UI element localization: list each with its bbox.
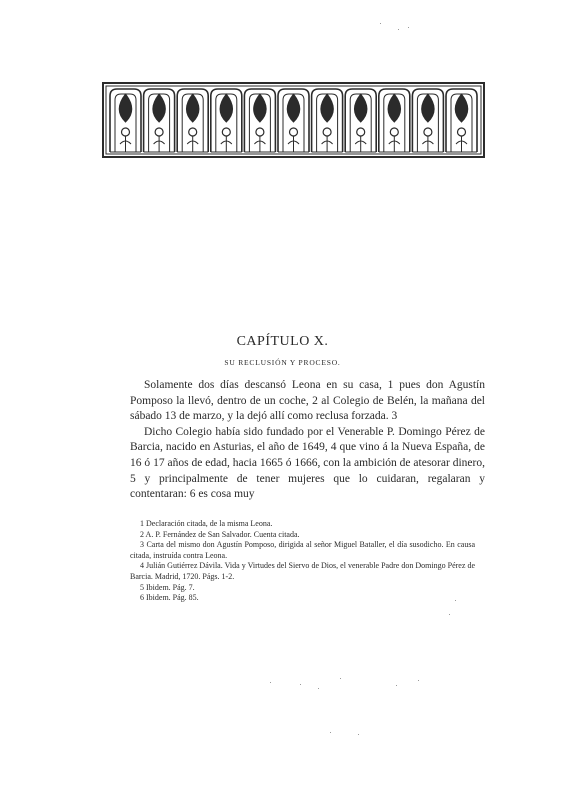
body-paragraph: Solamente dos días descansó Leona en su casa, 1 pues don Agustín Pomposo la llevó, dentro de un coche, 2 al Colegio de Belén, la mañana del sábado 13 de marzo, y la dejó allí como reclusa forzada. 3: [130, 379, 485, 423]
chapter-title: CAPÍTULO X.: [236, 334, 329, 349]
footnote: 6 Ibidem. Pág. 85.: [140, 593, 199, 603]
footnote: 5 Ibidem. Pág. 7.: [140, 582, 195, 592]
chapter-header-ornament: [102, 82, 485, 158]
chapter-subtitle: SU RECLUSIÓN Y PROCESO.: [224, 358, 341, 367]
ornament-motif: [110, 89, 141, 152]
body-text: [130, 378, 485, 503]
footnote: 4 Julián Gutiérrez Dávila. Vida y Virtudes del Siervo de Dios, el venerable Padre don Domingo Pérez de Barcia. Madrid, 1720. Págs. 1-2.: [130, 561, 475, 581]
footnote: 3 Carta del mismo don Agustín Pomposo, dirigida al señor Miguel Bataller, el día susodicho. En causa citada, instruída contra Leona.: [130, 540, 475, 560]
footnotes: [130, 519, 475, 604]
body-paragraph: Dicho Colegio había sido fundado por el Venerable P. Domingo Pérez de Barcia, nacido en Asturias, el año de 1649, 4 que vino á la Nueva España, de 16 ó 17 años de edad, hacia 1665 ó 1666, con la ambición de atesorar dinero, 5 y principalmente de tener mujeres que lo cuidaran, regalaran y contentaran: 6 es cosa muy: [130, 425, 485, 501]
footnote: 2 A. P. Fernández de San Salvador. Cuenta citada.: [140, 529, 300, 539]
footnote: 1 Declaración citada, de la misma Leona.: [140, 519, 273, 528]
